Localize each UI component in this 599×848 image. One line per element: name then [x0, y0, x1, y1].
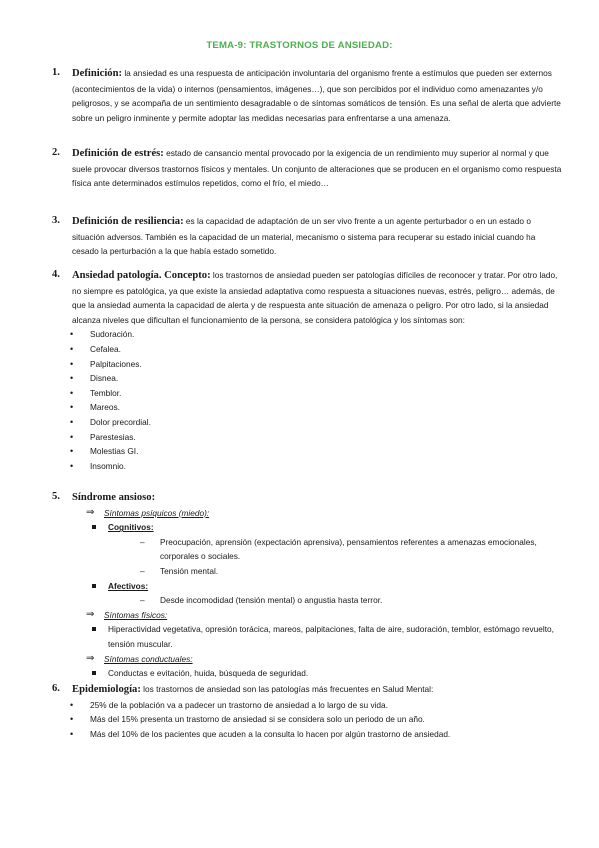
- subsection-conductuales: [86, 652, 564, 667]
- list-item: [52, 666, 564, 681]
- arrow-right-icon: ⇒: [86, 652, 95, 664]
- section-number: 6.: [52, 683, 60, 694]
- list-item-text: Tensión mental.: [160, 565, 219, 576]
- section-ansiedad-patologia: [52, 268, 564, 473]
- square-bullet-icon: [92, 627, 96, 631]
- page-title: TEMA-9: TRASTORNOS DE ANSIEDAD:: [206, 40, 393, 51]
- subsection-label: Cognitivos:: [108, 522, 154, 533]
- arrow-right-icon: ⇒: [86, 608, 95, 620]
- list-item-text: Desde incomodidad (tensión mental) o angustia hasta terror.: [160, 595, 383, 606]
- symptom-list: [52, 327, 564, 473]
- section-number: 5.: [52, 491, 60, 502]
- section-definicion: [52, 66, 564, 125]
- section-estres: [52, 146, 564, 191]
- section-heading: Epidemiología:: [72, 684, 141, 695]
- square-bullet-icon: [92, 525, 96, 529]
- dash-icon: –: [140, 565, 145, 576]
- list-item: [52, 564, 564, 579]
- section-number: 2.: [52, 147, 60, 158]
- list-item: • Más del 15% presenta un trastorno de ansiedad si se considera solo un periodo de un año.: [52, 712, 564, 727]
- list-item: • Mareos.: [52, 400, 564, 415]
- subsection-fisicos: [86, 608, 564, 623]
- list-item: • Más del 10% de los pacientes que acuden a la consulta lo hacen por algún trastorno de ansiedad.: [52, 727, 564, 742]
- list-item: • Molestias GI.: [52, 444, 564, 459]
- section-resiliencia: [52, 214, 564, 259]
- section-heading: Definición de resiliencia:: [72, 216, 184, 227]
- dash-icon: –: [140, 536, 145, 547]
- section-text: los trastornos de ansiedad pueden ser patologías difíciles de reconocer y tratar. Por otro lado, no siempre es patológica, ya que existe la ansiedad adaptativa como respuesta a situaciones nuevas, estrés, peligro… además, de que la ansiedad aumenta la capacidad de alerta y de respuesta ante situación de amenaza o peligro. Por otro lado, si la ansiedad alcanza niveles que dificultan el funcionamiento de la persona, se considera patológica y los síntomas son:: [72, 270, 558, 325]
- cognitivos-row: [52, 520, 564, 535]
- section-number: 1.: [52, 67, 60, 78]
- subsection-label: Afectivos:: [108, 580, 149, 591]
- list-item: [52, 622, 564, 651]
- section-number: 4.: [52, 269, 60, 280]
- list-item: [52, 535, 564, 564]
- section-text: la ansiedad es una respuesta de anticipación involuntaria del organismo frente a estímulos que pueden ser externos (acontecimientos de la vida) o internos (pensamientos, imágenes…), que son percibidos por el individuo como amenazantes y/o peligrosos, y se acompaña de un sentimiento desagradable o de síntomas somáticos de tensión. Es una señal de alerta que advierte sobre un peligro inminente y permite adoptar las medidas necesarias para enfrentarse a una amenaza.: [72, 68, 561, 123]
- dash-icon: –: [140, 595, 145, 606]
- section-heading: Definición de estrés:: [72, 148, 164, 159]
- list-item: • Temblor.: [52, 386, 564, 401]
- list-item: • Insomnio.: [52, 459, 564, 474]
- section-epidemiologia: [52, 682, 564, 741]
- list-item-text: Preocupación, aprensión (expectación aprensiva), pensamientos referentes a amenazas emocionales, corporales o sociales.: [160, 536, 537, 562]
- list-item-text: Conductas e evitación, huida, búsqueda de seguridad.: [108, 668, 309, 679]
- section-heading: Ansiedad patología. Concepto:: [72, 270, 211, 281]
- section-heading: Síndrome ansioso:: [72, 492, 156, 503]
- subsection-label: Síntomas conductuales:: [104, 653, 193, 664]
- list-item: • Palpitaciones.: [52, 357, 564, 372]
- list-item: • Dolor precordial.: [52, 415, 564, 430]
- afectivos-row: [52, 579, 564, 594]
- section-text: estado de cansancio mental provocado por la exigencia de un rendimiento muy superior al normal y que suele provocar diversos trastornos físicos y mentales. Un conjunto de alteraciones que se producen en el organismo como respuesta física ante determinados estímulos repetidos, como el frío, el miedo…: [72, 148, 562, 189]
- list-item-text: Hiperactividad vegetativa, opresión torácica, mareos, palpitaciones, falta de aire, sudoración, temblor, estómago revuelto, tensión muscular.: [108, 624, 554, 649]
- subsection-label: Síntomas psíquicos (miedo):: [104, 507, 210, 518]
- arrow-right-icon: ⇒: [86, 506, 95, 518]
- list-item: [52, 593, 564, 608]
- section-number: 3.: [52, 215, 60, 226]
- list-item: • Sudoración.: [52, 327, 564, 342]
- list-item: • Parestesias.: [52, 430, 564, 445]
- square-bullet-icon: [92, 671, 96, 675]
- list-item: • Cefalea.: [52, 342, 564, 357]
- subsection-psiquicos: [86, 506, 564, 521]
- list-item: • 25% de la población va a padecer un trastorno de ansiedad a lo largo de su vida.: [52, 698, 564, 713]
- square-bullet-icon: [92, 584, 96, 588]
- section-heading: Definición:: [72, 68, 123, 79]
- section-text: los trastornos de ansiedad son las patologías más frecuentes en Salud Mental:: [140, 684, 434, 694]
- subsection-label: Síntomas físicos:: [104, 609, 168, 620]
- section-sindrome-ansioso: [52, 490, 564, 681]
- section-text: es la capacidad de adaptación de un ser vivo frente a un agente perturbador o en un estado o situación adversos. También es la capacidad de un material, mecanismo o sistema para recuperar su estado inicial cuando ha cesado la perturbación a la que había estado sometido.: [72, 216, 536, 257]
- epidemiology-list: [52, 698, 564, 742]
- list-item: • Disnea.: [52, 371, 564, 386]
